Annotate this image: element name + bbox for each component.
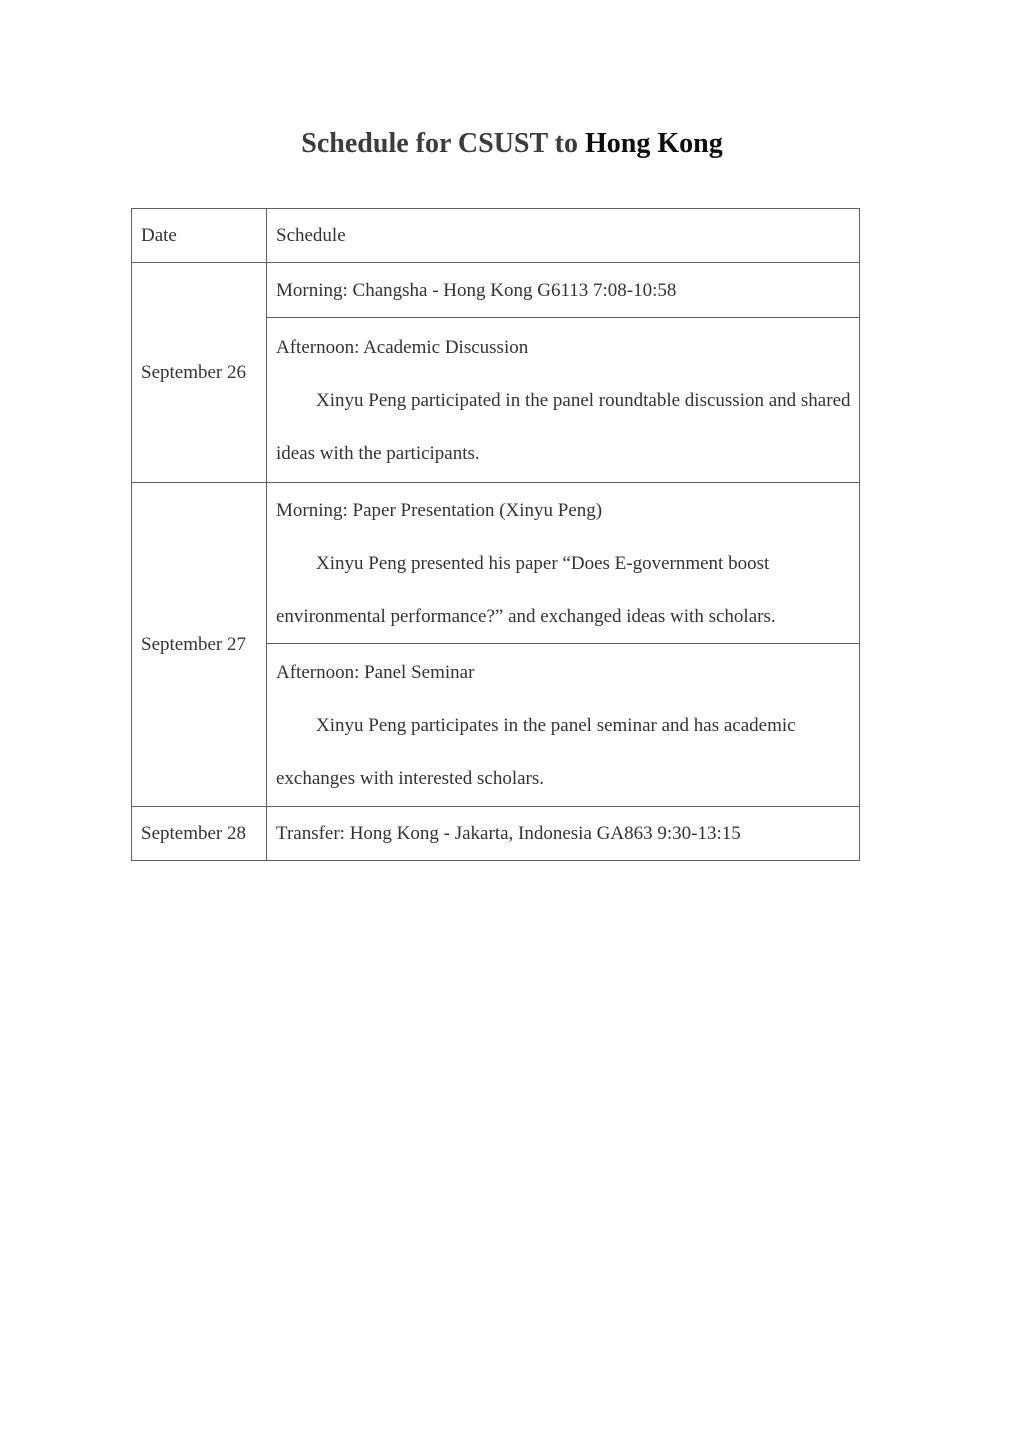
page-title-text: Schedule for CSUST to — [301, 128, 585, 159]
schedule-detail: Xinyu Peng participates in the panel seminar and has academic exchanges with interested scholars. — [276, 714, 796, 789]
schedule-heading: Transfer: Hong Kong - Jakarta, Indonesia GA863 9:30-13:15 — [276, 823, 741, 844]
schedule-cell-sep26-afternoon — [267, 318, 860, 483]
page-title — [0, 0, 1024, 161]
schedule-cell-sep27-afternoon — [267, 644, 860, 807]
date-cell-september-28 — [132, 807, 267, 861]
schedule-detail: Xinyu Peng participated in the panel roundtable discussion and shared ideas with the participants. — [276, 389, 851, 464]
schedule-detail: Xinyu Peng presented his paper “Does E-government boost environmental performance?” and exchanged ideas with scholars. — [276, 552, 776, 627]
date-cell-september-26 — [132, 263, 267, 483]
column-header-date-label: Date — [141, 225, 177, 246]
schedule-cell-sep28-transfer — [267, 807, 860, 861]
schedule-cell-sep27-morning — [267, 483, 860, 644]
table-row-sep26-morning — [132, 263, 860, 318]
date-label: September 27 — [141, 634, 247, 655]
schedule-heading: Afternoon: Academic Discussion — [276, 336, 529, 358]
schedule-heading: Afternoon: Panel Seminar — [276, 661, 475, 683]
table-row-sep27-morning — [132, 483, 860, 644]
schedule-heading: Morning: Changsha - Hong Kong G6113 7:08-10:58 — [276, 279, 677, 301]
column-header-schedule-label: Schedule — [276, 225, 346, 246]
date-label: September 26 — [141, 362, 247, 383]
schedule-table — [131, 208, 860, 861]
table-row-sep28-transfer — [132, 807, 860, 861]
date-cell-september-27 — [132, 483, 267, 807]
table-header-row — [132, 209, 860, 263]
schedule-cell-sep26-morning — [267, 263, 860, 318]
page-title-accent-text: Hong Kong — [584, 128, 723, 159]
date-label: September 28 — [141, 823, 247, 844]
column-header-date — [132, 209, 267, 263]
column-header-schedule — [267, 209, 860, 263]
schedule-heading: Morning: Paper Presentation (Xinyu Peng) — [276, 499, 603, 521]
